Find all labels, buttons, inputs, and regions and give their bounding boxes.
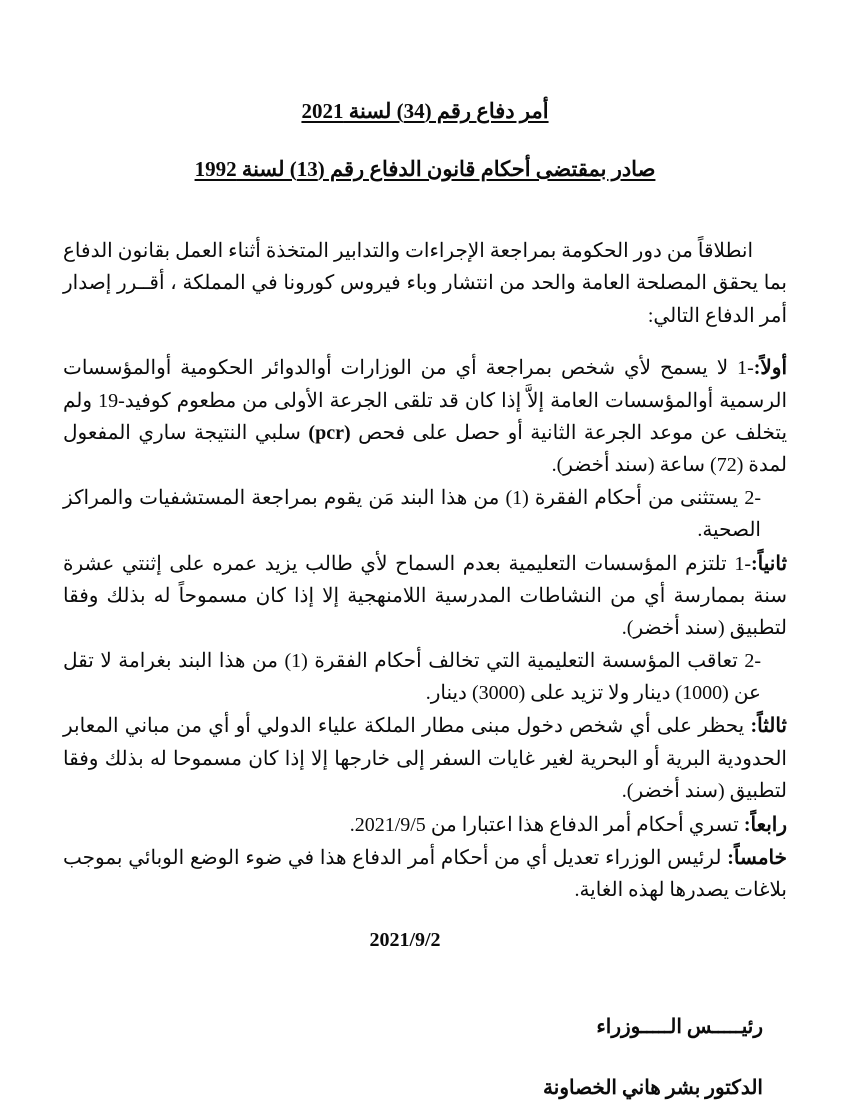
- section-second-item-1: [63, 548, 787, 645]
- document-title-primary: [63, 96, 787, 128]
- section-second-item-2-number: 2-: [744, 649, 762, 672]
- section-first-item-1-number: 1-: [737, 357, 754, 380]
- signature-block: [63, 1014, 787, 1100]
- section-first-item-2-text: يستثنى من أحكام الفقرة (1) من هذا البند مَن يقوم بمراجعة المستشفيات والمراكز الصحية.: [63, 486, 761, 542]
- section-first-item-1-text-a: لا يسمح لأي شخص بمراجعة أي من الوزارات أوالدوائر الحكومية أوالمؤسسات الرسمية أوالمؤسسات العامة إلاَّ إذا كان قد تلقى الجرعة الأولى من مطعوم كوفيد-19 ولم يتخلف عن موعد الجرعة الثانية أو حصل على فحص: [63, 357, 788, 444]
- section-first-label: أولاً:: [753, 357, 788, 380]
- section-second-item-2: [63, 645, 787, 710]
- titles-bottom-spacer: [63, 185, 787, 235]
- intro-paragraph: انطلاقاً من دور الحكومة بمراجعة الإجراءات والتدابير المتخذة أثناء العمل بقانون الدفاع بما يحقق المصلحة العامة والحد من انتشار وباء فيروس كورونا في المملكة ، أقــرر إصدار أمر الدفاع التالي:: [63, 240, 787, 327]
- section-first: [63, 352, 787, 546]
- section-first-item-1-text-b: سلبي النتيجة ساري المفعول لمدة (72) ساعة (سند أخضر).: [63, 421, 787, 477]
- section-second-label: ثانياً:: [751, 552, 788, 575]
- section-fourth-text: تسري أحكام أمر الدفاع هذا اعتبارا من 2021/9/5.: [349, 813, 739, 836]
- section-second-item-2-text: تعاقب المؤسسة التعليمية التي تخالف أحكام الفقرة (1) من هذا البند بغرامة لا تقل عن (1000) دينار ولا تزيد على (3000) دينار.: [63, 649, 761, 705]
- document-title-secondary-text: صادر بمقتضى أحكام قانون الدفاع رقم (13) لسنة 1992: [194, 156, 656, 181]
- section-third-label: ثالثاً:: [750, 715, 787, 738]
- section-fourth: [63, 809, 787, 841]
- section-fourth-label: رابعاً:: [743, 813, 787, 836]
- signatory-title: رئيـــــس الـــــوزراء: [596, 1015, 763, 1038]
- document-title-secondary: [63, 154, 787, 186]
- section-third-text: يحظر على أي شخص دخول مبنى مطار الملكة علياء الدولي أو أي من مباني المعابر الحدودية البرية أو البحرية لغير غايات السفر إلى خارجها إلا إذا كان مسموحا له بذلك وفقا لتطبيق (سند أخضر).: [63, 715, 787, 803]
- section-third: [63, 710, 787, 807]
- section-first-item-2-number: 2-: [744, 486, 762, 509]
- signatory-name: الدكتور بشر هاني الخصاونة: [543, 1076, 763, 1099]
- pcr-term: (pcr): [308, 421, 351, 444]
- section-first-item-2: [63, 482, 787, 547]
- section-fifth-label: خامساً:: [727, 847, 788, 870]
- section-second-item-1-number: 1-: [734, 552, 751, 575]
- section-fourth-body: [63, 809, 787, 841]
- section-second: [63, 548, 787, 710]
- section-fifth: [63, 842, 787, 907]
- section-fifth-body: [63, 842, 787, 907]
- section-second-item-1-text: تلتزم المؤسسات التعليمية بعدم السماح لأي طالب يزيد عمره على إثنتي عشرة سنة بممارسة أي من النشاطات المدرسية اللامنهجية إلا إذا كان مسموحاً له بذلك وفقا لتطبيق (سند أخضر).: [63, 552, 787, 640]
- document-title-primary-text: أمر دفاع رقم (34) لسنة 2021: [301, 99, 549, 123]
- section-fifth-text: لرئيس الوزراء تعديل أي من أحكام أمر الدفاع هذا في ضوء الوضع الوبائي بموجب بلاغات يصدرها لهذه الغاية.: [63, 847, 787, 902]
- section-third-body: [63, 710, 787, 807]
- issue-date: 2021/9/2: [369, 928, 441, 951]
- title-spacer: [63, 128, 787, 154]
- section-first-item-1: [63, 352, 787, 482]
